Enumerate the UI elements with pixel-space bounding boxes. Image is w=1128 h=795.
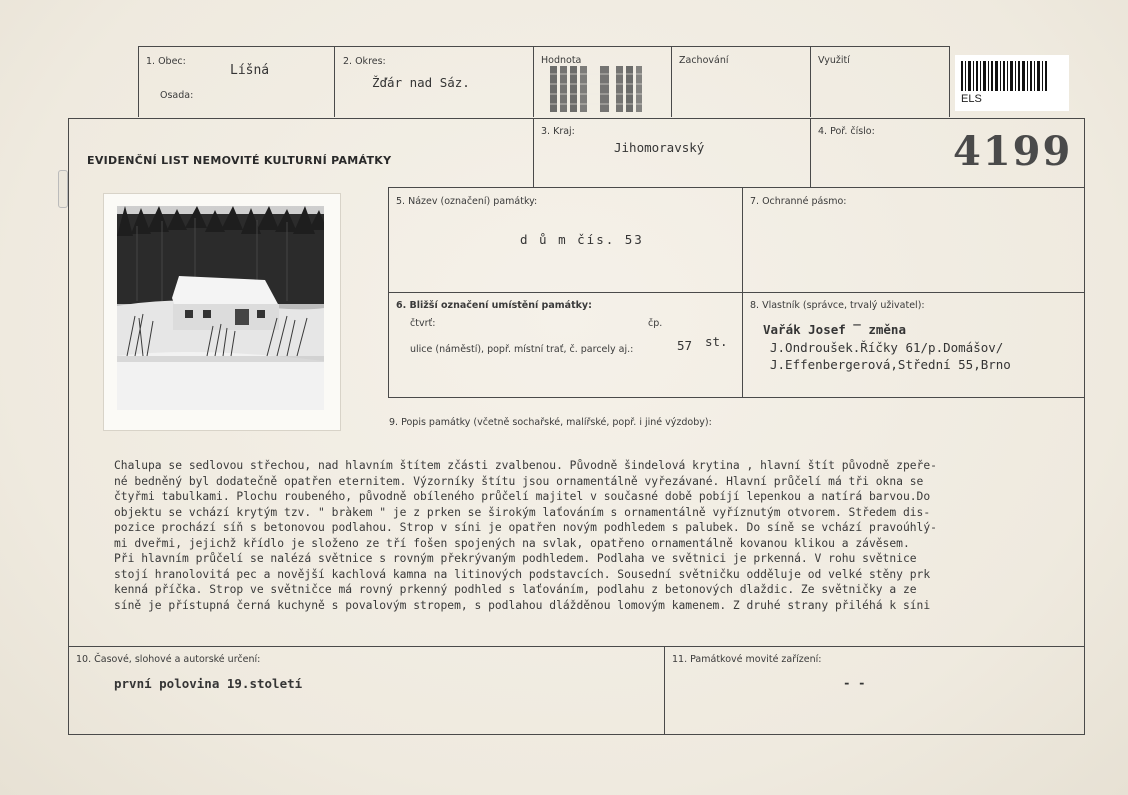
okres-label: 2. Okres: bbox=[343, 56, 386, 67]
zachovani-label: Zachování bbox=[679, 55, 729, 66]
casove-value: první polovina 19.století bbox=[114, 676, 303, 691]
popis-line: čtyřmi tabulkami. Plochu roubeného, původně obíleného průčelí majitel v současné době pobíjí lepenkou a natírá barvou.Do bbox=[114, 490, 931, 503]
por-cislo-label: 4. Poř. číslo: bbox=[818, 126, 875, 137]
por-cislo-value: 4199 bbox=[953, 128, 1073, 175]
popis-line: Chalupa se sedlovou střechou, nad hlavním štítem zčásti zvalbenou. Původně šindelová krytina , hlavní štít původně zpeře- bbox=[114, 459, 937, 472]
kraj-value: Jihomoravský bbox=[614, 140, 705, 155]
movite-label: 11. Památkové movité zařízení: bbox=[672, 654, 822, 665]
vlastnik-label: 8. Vlastník (správce, trvalý uživatel): bbox=[750, 300, 925, 311]
nazev-value: d ů m čís. 53 bbox=[520, 232, 644, 247]
casove-label: 10. Časové, slohové a autorské určení: bbox=[76, 654, 261, 665]
ochranne-label: 7. Ochranné pásmo: bbox=[750, 196, 847, 207]
barcode-text: ELS bbox=[961, 93, 982, 105]
parcel-suffix: st. bbox=[705, 334, 728, 349]
ctvrt-label: čtvrť: bbox=[410, 318, 436, 329]
popis-text bbox=[114, 458, 1074, 613]
barcode-icon bbox=[955, 55, 1069, 95]
kraj-label: 3. Kraj: bbox=[541, 126, 575, 137]
popis-line: pozice prochází síň s betonovou podlahou. Strop v síni je opatřen novým podhledem s palubek. Do síně se vchází pravoúhlý- bbox=[114, 521, 937, 534]
cp-label: čp. bbox=[648, 318, 663, 329]
vlastnik-line1: Vařák Josef ‾ změna bbox=[763, 322, 906, 337]
popis-line: né bedněný byl dodatečně opatřen eternitem. Výzorníky štítu jsou ornamentálně vyřezávané. Hlavní průčelí má tři okna se bbox=[114, 474, 924, 488]
popis-line: Při hlavním průčelí se nalézá světnice s rovným překrývaným podhledem. Podlaha ve světnici je prkenná. V rohu světnice bbox=[114, 552, 917, 565]
parcel-value: 57 bbox=[677, 338, 693, 353]
movite-value: - - bbox=[843, 675, 866, 690]
hodnota-stamp bbox=[548, 62, 644, 114]
popis-line: objektu se vchází krytým tzv. " bràkem " je z prken se širokým laťováním s ornamentálně vyříznutým otvorem. Středem dis- bbox=[114, 505, 931, 519]
popis-label: 9. Popis památky (včetně sochařské, malířské, popř. i jiné výzdoby): bbox=[389, 417, 712, 428]
nazev-label: 5. Název (označení) památky: bbox=[396, 196, 538, 207]
okres-value: Žďár nad Sáz. bbox=[372, 75, 470, 90]
vyuziti-label: Využití bbox=[818, 55, 850, 66]
obec-value: Líšná bbox=[230, 63, 270, 78]
barcode-label bbox=[955, 55, 1069, 111]
vlastnik-line2: J.Ondroušek.Říčky 61/p.Domášov/ bbox=[770, 340, 1004, 355]
obec-label: 1. Obec: bbox=[146, 56, 186, 67]
popis-line: kenná příčka. Strop ve světničce má rovný prkenný podhled s laťováním, podlahu z betonových dlaždic. Ze světničky a ze bbox=[114, 583, 917, 596]
osada-label: Osada: bbox=[160, 90, 194, 101]
popis-line: síně je přístupná černá kuchyně s povalovým stropem, s podlahou dlážděnou lomovým kamenem. Z druhé strany přiléhá k síni bbox=[114, 598, 931, 612]
popis-line: mi dveřmi, jejichž křídlo je složeno ze tří fošen spojených na svlak, opatřeno ornamentálně kovanou klikou a závěsem. bbox=[114, 536, 910, 550]
monument-photo bbox=[117, 206, 324, 410]
form-title: EVIDENČNÍ LIST NEMOVITÉ KULTURNÍ PAMÁTKY bbox=[87, 154, 392, 167]
punch-mark bbox=[58, 170, 68, 208]
umisteni-label: 6. Bližší označení umístění památky: bbox=[396, 300, 592, 311]
ulice-label: ulice (náměstí), popř. místní trať, č. parcely aj.: bbox=[410, 344, 634, 355]
hodnota-label: Hodnota bbox=[541, 55, 582, 66]
popis-line: stojí hranolovitá pec a novější kachlová kamna na litinových podstavcích. Sousední světničku odděluje od velké stěny prk bbox=[114, 567, 931, 581]
vlastnik-line3: J.Effenbergerová,Střední 55,Brno bbox=[770, 357, 1011, 372]
